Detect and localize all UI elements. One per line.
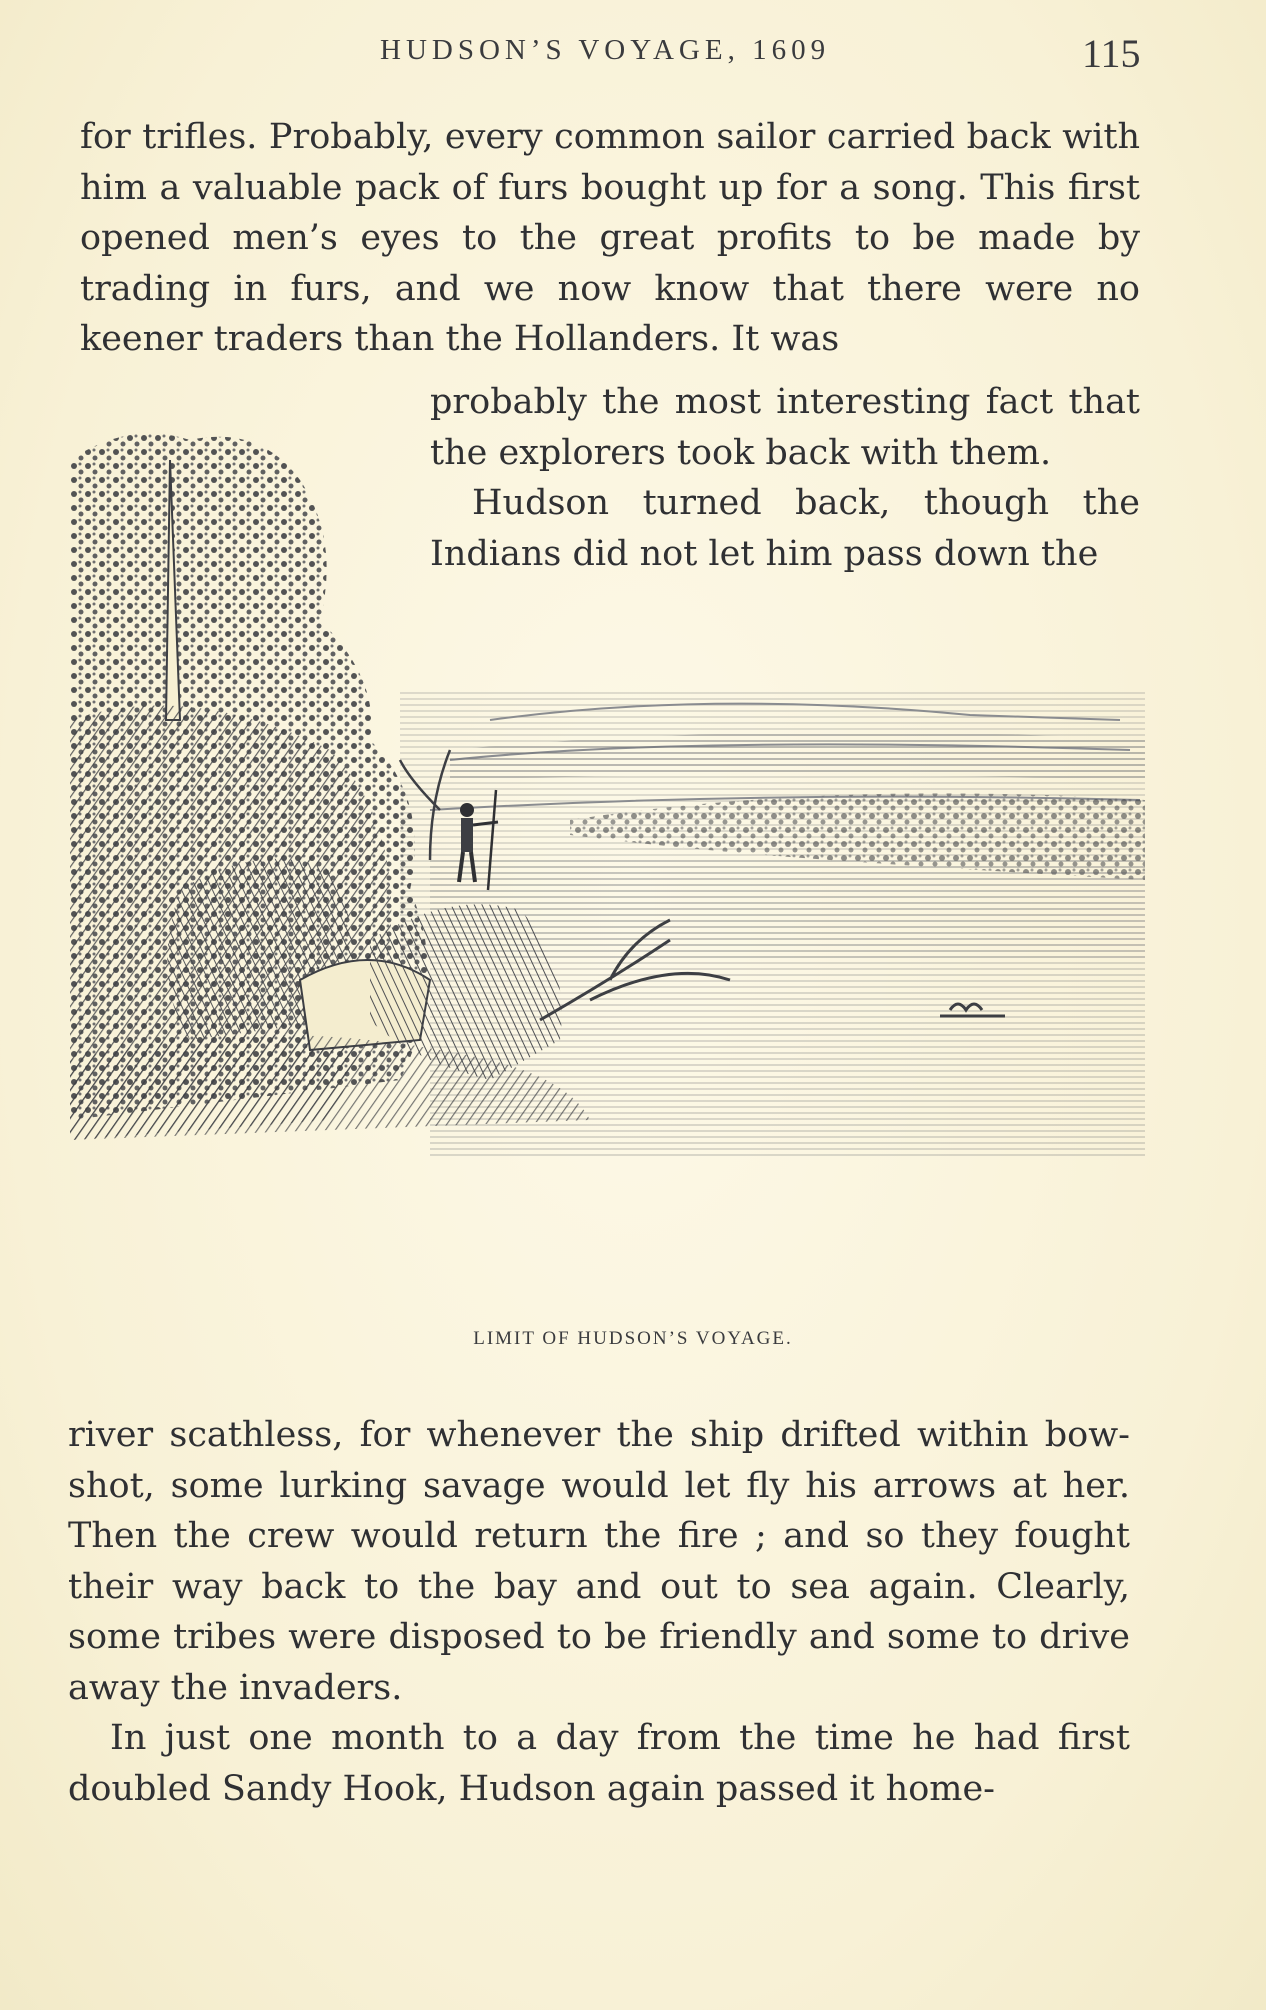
paragraph-top-text: for trifles. Probably, every common sailor carried back with him a valuable pack of furs bought up for a song. This first opened men’s eyes to the great profits to be made by trading in furs, and we now know that there were no keener traders than the Hollanders. It was (80, 117, 1140, 359)
paragraph-side-new: Hudson turned back, though the Indians did not let him pass down the (430, 483, 1140, 574)
paragraph-bottom-new: In just one month to a day from the time he had first doubled Sandy Hook, Hudson again passed it home- (68, 1718, 1130, 1809)
paragraph-top (80, 112, 1140, 365)
paragraph-side-continuation: probably the most interesting fact that the explorers took back with them. (430, 382, 1140, 473)
figure-caption: LIMIT OF HUDSON’S VOYAGE. (473, 1328, 793, 1349)
paragraph-bottom-continuation: river scathless, for whenever the ship drifted within bow-shot, some lurking savage would let fly his arrows at her. Then the crew would return the fire ; and so they fought their way back to the bay and out to sea again. Clearly, some tribes were disposed to be friendly and some to drive away the invaders. (68, 1415, 1130, 1708)
running-head: HUDSON’S VOYAGE, 1609 (380, 34, 831, 66)
page-number: 115 (1082, 31, 1141, 76)
paragraph-bottom (68, 1410, 1130, 1814)
engraving-illustration (70, 420, 1145, 1320)
